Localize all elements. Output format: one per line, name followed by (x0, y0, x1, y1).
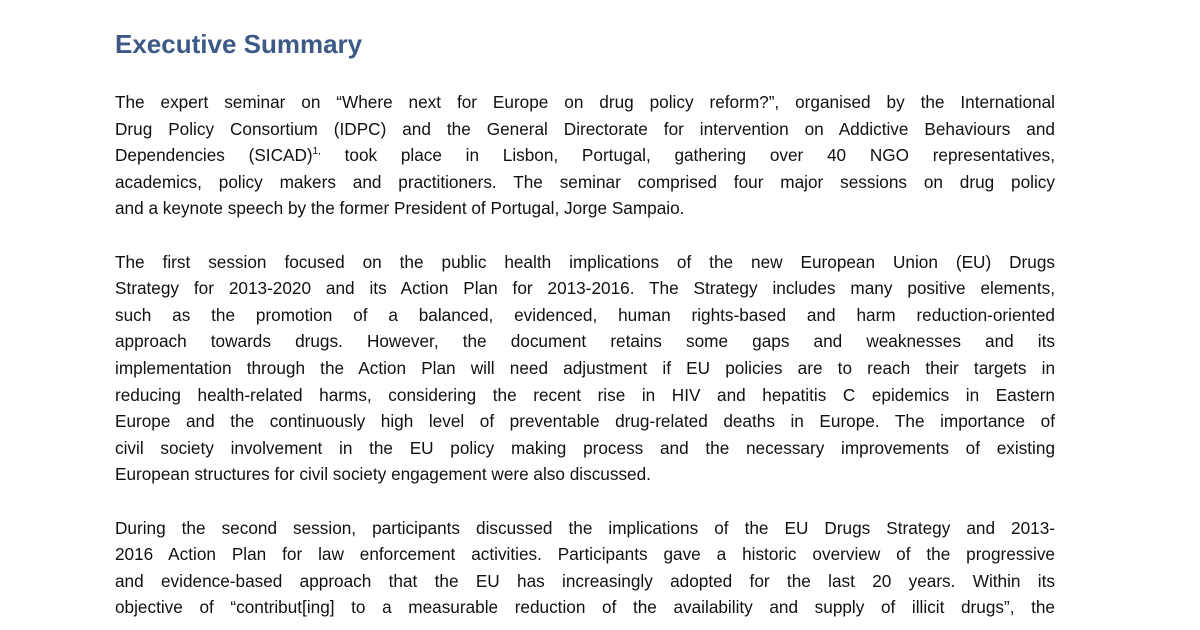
text-line: such as the promotion of a balanced, evidenced, human rights-based and harm reduction-oriented (115, 304, 1055, 325)
text-line: academics, policy makers and practitioners. The seminar comprised four major sessions on drug policy (115, 171, 1055, 192)
paragraph-seminar-intro (115, 89, 1055, 222)
text-line: and evidence-based approach that the EU has increasingly adopted for the last 20 years. Within its (115, 570, 1055, 591)
text-line: The first session focused on the public health implications of the new European Union (EU) Drugs (115, 251, 1055, 272)
text-line: European structures for civil society engagement were also discussed. (115, 464, 651, 485)
text-line: The expert seminar on “Where next for Europe on drug policy reform?”, organised by the International (115, 92, 1055, 112)
text-line: approach towards drugs. However, the document retains some gaps and weaknesses and its (115, 331, 1055, 352)
paragraph-first-session (115, 249, 1055, 488)
text-line: 2016 Action Plan for law enforcement activities. Participants gave a historic overview of the progressive (115, 544, 1055, 565)
text-line: Europe and the continuously high level of preventable drug-related deaths in Europe. The importance of (115, 411, 1055, 432)
text-fragment: took place in Lisbon, Portugal, gathering over 40 NGO representatives, (320, 145, 1055, 166)
paragraph-second-session (115, 515, 1055, 621)
footnote-ref: 1, (312, 146, 321, 158)
text-line: Strategy for 2013-2020 and its Action Plan for 2013-2016. The Strategy includes many positive elements, (115, 278, 1055, 299)
text-line: reducing health-related harms, considering the recent rise in HIV and hepatitis C epidemics in Eastern (115, 384, 1055, 405)
text-line: and a keynote speech by the former President of Portugal, Jorge Sampaio. (115, 198, 685, 219)
section-heading: Executive Summary (115, 29, 363, 59)
text-line: During the second session, participants discussed the implications of the EU Drugs Strategy and 2013- (115, 517, 1055, 538)
text-line (115, 142, 1055, 169)
text-line: Drug Policy Consortium (IDPC) and the General Directorate for intervention on Addictive Behaviours and (115, 118, 1055, 139)
text-fragment: Dependencies (SICAD) (115, 145, 313, 166)
text-line: implementation through the Action Plan will need adjustment if EU policies are to reach their targets in (115, 357, 1055, 378)
text-line: objective of “contribut[ing] to a measurable reduction of the availability and supply of illicit drugs”, the (115, 597, 1055, 618)
document-body (115, 89, 1055, 630)
text-line: civil society involvement in the EU policy making process and the necessary improvements of existing (115, 437, 1055, 458)
